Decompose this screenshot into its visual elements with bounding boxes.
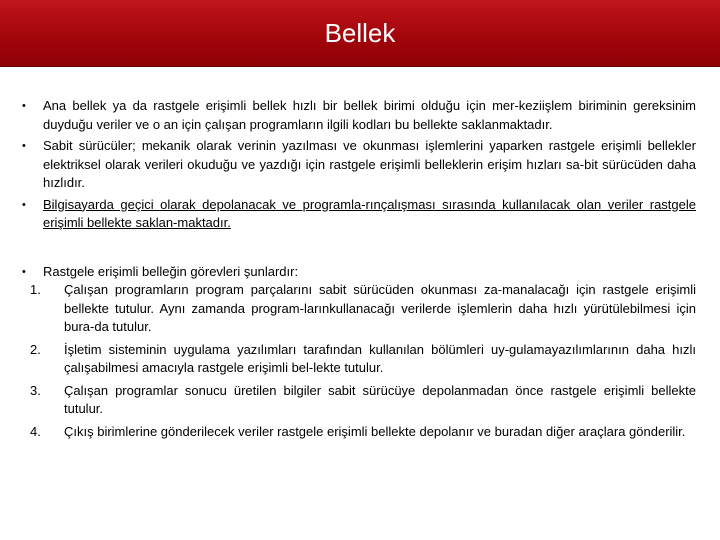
numbered-item [22,341,696,378]
slide-content [22,97,696,441]
item-text: Çalışan programlar sonucu üretilen bilgiler sabit sürücüye depolanmadan önce rastgele erişimli bellekte tutulur. [64,382,696,416]
bullet-text: Ana bellek ya da rastgele erişimli bellek hızlı bir bellek birimi olduğu için mer-keziişlem biriminin gereksinim duyduğu veriler ve o an için çalışan programların ilgili kodları bu bellekte saklanmaktadır. [43,98,696,132]
item-number: 2. [30,341,41,357]
bullet-item [22,137,696,193]
bullet-text: Sabit sürücüler; mekanik olarak verinin yazılması ve okunması işlemlerini yaparken rastgele erişimli bellekler elektriksel olarak verileri okuduğu ve yazdığı için rastgele erişimli belleklerin erişim hızları sa-bit sürücüden daha hızlıdır. [43,138,696,190]
bullet-icon: • [22,140,26,152]
item-number: 3. [30,382,41,398]
bullet-item [22,196,696,233]
bullet-icon: • [22,198,26,211]
item-text: Çıkış birimlerine gönderilecek veriler rastgele erişimli bellekte depolanır ve buradan diğer araçlara gönderilir. [64,423,686,439]
item-number: 4. [30,423,41,439]
section-heading-text: Rastgele erişimli belleğin görevleri şunlardır: [43,263,299,279]
item-text: İşletim sisteminin uygulama yazılımları tarafından kullanılan bölümleri uy-gulamayazılımlarının daha hızlı çalışabilmesi amacıyla rastgele erişimli bel-lekte tutulur. [64,341,696,375]
title-bar [0,0,720,67]
bullet-icon: • [22,265,26,278]
numbered-item [22,281,696,337]
bullet-icon: • [22,100,26,112]
numbered-item [22,382,696,419]
page-title: Bellek [324,18,396,48]
bullet-text: Bilgisayarda geçici olarak depolanacak ve programla-rınçalışması sırasında kullanılacak olan veriler rastgele erişimli bellekte saklan-maktadır. [43,196,696,230]
numbered-item [22,423,696,442]
section-heading [22,263,696,282]
item-text: Çalışan programların program parçalarını sabit sürücüden okunması za-manalacağı için rastgele erişimli bellekte tutulur. Aynı zamanda program-larınkullanacağı verilerde işlemlerin daha hızlı yürütülebilmesi için bura-da tutulur. [64,282,696,334]
item-number: 1. [30,282,41,297]
bullet-item [22,97,696,134]
